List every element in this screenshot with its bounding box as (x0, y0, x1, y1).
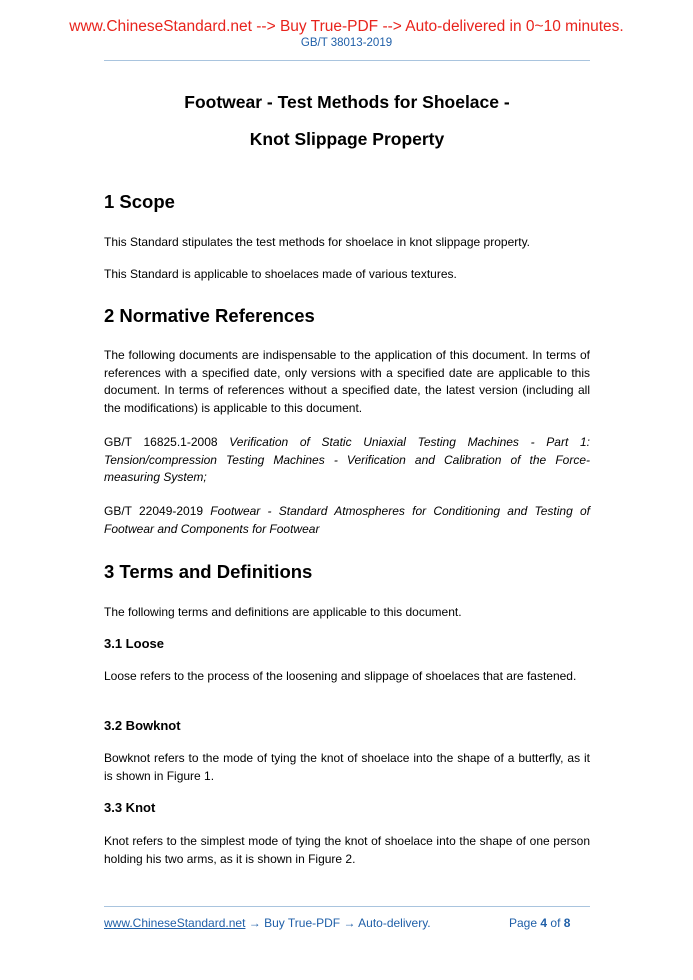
page-indicator (509, 916, 570, 930)
footer-delivery-text: Auto-delivery. (358, 916, 431, 930)
reference-gbt-22049 (104, 503, 590, 538)
page-number: 4 (540, 916, 548, 930)
scope-paragraph-2: This Standard is applicable to shoelaces made of various textures. (104, 267, 457, 281)
term-heading-loose: 3.1 Loose (104, 636, 164, 651)
term-heading-knot: 3.3 Knot (104, 800, 156, 815)
header-divider (104, 60, 590, 61)
document-title-line-1: Footwear - Test Methods for Shoelace - (184, 92, 510, 112)
document-title-line-2: Knot Slippage Property (249, 129, 445, 149)
section-heading-terms-and-definitions: 3 Terms and Definitions (104, 561, 313, 582)
term-heading-bowknot: 3.2 Bowknot (104, 718, 181, 733)
page-total: 8 (563, 916, 571, 930)
page-label: Page (509, 916, 538, 930)
term-definition-knot: Knot refers to the simplest mode of tying the knot of shoelace into the shape of one person holding his two arms, as it is shown in Figure 2. (104, 834, 590, 866)
document-number: GB/T 38013-2019 (300, 37, 393, 49)
normative-intro-paragraph: The following documents are indispensable to the application of this document. In terms of references with a specified date, only versions with a specified date are applicable to this document. In terms of references without a specified date, the latest version (including all the modifications) is applicable to this document. (104, 348, 590, 415)
terms-intro-paragraph: The following terms and definitions are applicable to this document. (104, 605, 462, 619)
section-heading-normative-references: 2 Normative References (104, 305, 315, 326)
arrow-right-icon: → (343, 916, 356, 930)
term-definition-bowknot: Bowknot refers to the mode of tying the knot of shoelace into the shape of a butterfly, as it is shown in Figure 1. (104, 751, 590, 783)
arrow-right-icon: → (248, 916, 261, 930)
footer-divider (104, 906, 590, 907)
reference-code: GB/T 16825.1-2008 (104, 435, 218, 449)
of-label: of (550, 916, 561, 930)
footer-site-link[interactable]: www.ChineseStandard.net (104, 916, 246, 930)
reference-gbt-16825 (104, 434, 590, 487)
promo-banner[interactable]: www.ChineseStandard.net --> Buy True-PDF --> Auto-delivered in 0~10 minutes. (69, 18, 624, 35)
section-heading-scope: 1 Scope (104, 191, 175, 212)
footer-links (104, 916, 431, 930)
term-definition-loose: Loose refers to the process of the loosening and slippage of shoelaces that are fastened. (104, 669, 577, 683)
reference-title: Verification of Static Uniaxial Testing Machines - Part 1: Tension/compression Testing Machines - Verification and Calibration of the Force-measuring System; (104, 435, 590, 484)
scope-paragraph-1: This Standard stipulates the test methods for shoelace in knot slippage property. (104, 235, 531, 249)
footer-buy-link[interactable]: Buy True-PDF (264, 916, 341, 930)
reference-code: GB/T 22049-2019 (104, 504, 204, 518)
reference-title: Footwear - Standard Atmospheres for Conditioning and Testing of Footwear and Components for Footwear (104, 504, 590, 536)
